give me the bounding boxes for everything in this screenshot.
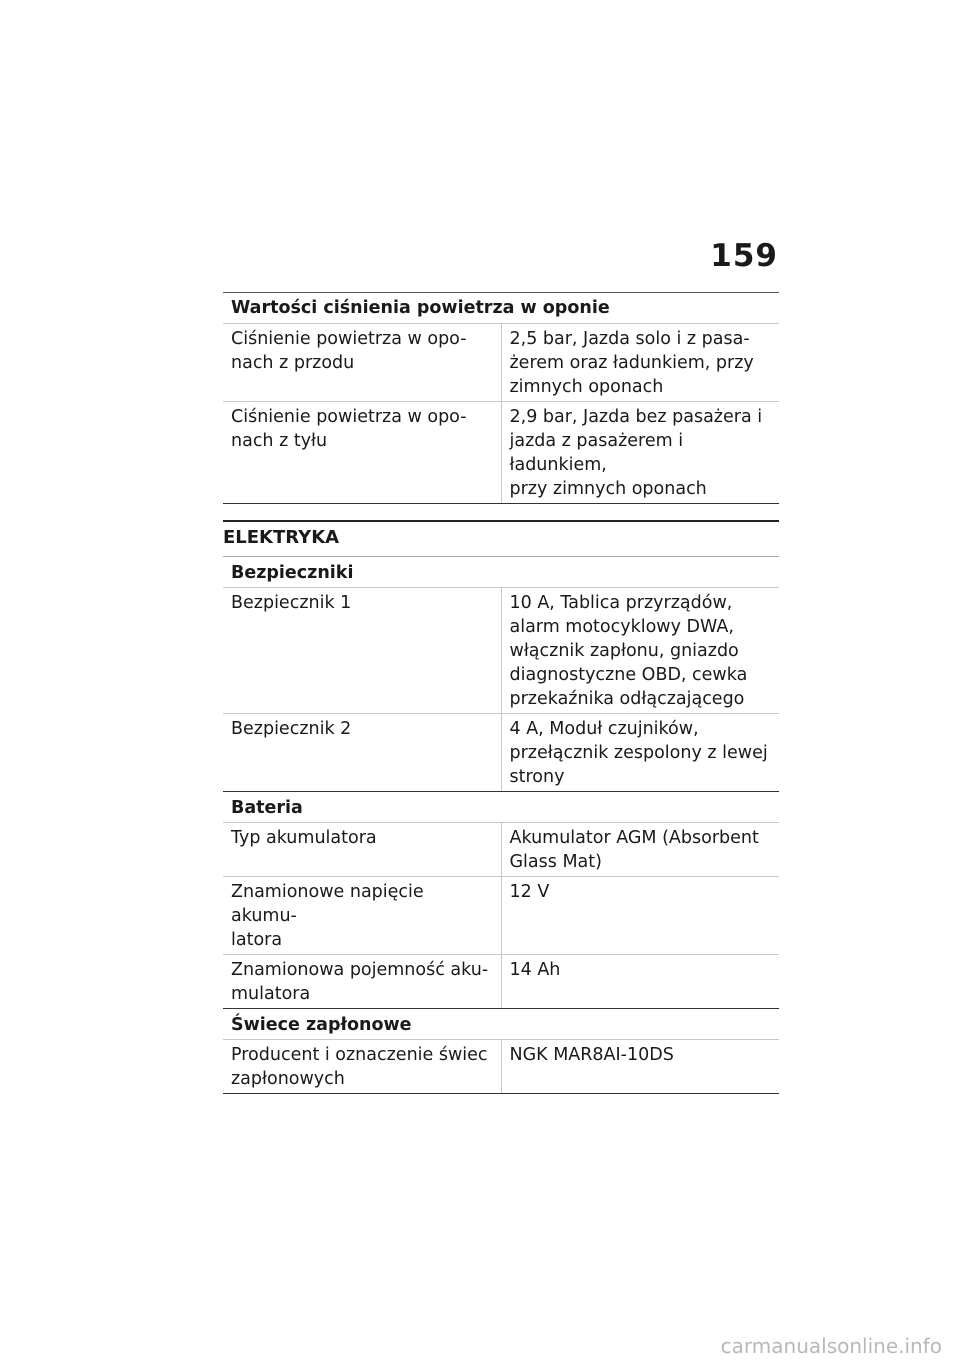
row-value: 10 A, Tablica przyrządów, alarm motocyklowy DWA, włącznik zapłonu, gniazdo diagnostyczne OBD, cewka przekaźnika odłączającego <box>501 588 779 714</box>
table-row <box>223 402 779 504</box>
row-value: NGK MAR8AI-10DS <box>501 1040 779 1094</box>
row-label: Ciśnienie powietrza w opo- nach z przodu <box>223 324 501 402</box>
row-value: 2,5 bar, Jazda solo i z pasa- żerem oraz ładunkiem, przy zimnych oponach <box>501 324 779 402</box>
row-value: 2,9 bar, Jazda bez pasażera i jazda z pasażerem i ładunkiem, przy zimnych oponach <box>501 402 779 504</box>
subsection-title-spark-plugs: Świece zapłonowe <box>223 1009 779 1040</box>
row-value: Akumulator AGM (Absorbent Glass Mat) <box>501 823 779 877</box>
spec-content <box>223 292 779 1094</box>
row-label: Producent i oznaczenie świec zapłonowych <box>223 1040 501 1094</box>
page-number: 159 <box>710 238 778 274</box>
row-label: Znamionowa pojemność aku- mulatora <box>223 955 501 1009</box>
table-row <box>223 823 779 877</box>
table-row <box>223 588 779 714</box>
table-row <box>223 714 779 792</box>
row-label: Bezpiecznik 2 <box>223 714 501 792</box>
row-value: 4 A, Moduł czujników, przełącznik zespolony z lewej strony <box>501 714 779 792</box>
tire-pressure-table <box>223 292 779 504</box>
tire-pressure-title: Wartości ciśnienia powietrza w oponie <box>223 293 779 324</box>
subsection-title-fuses: Bezpieczniki <box>223 557 779 588</box>
row-label: Ciśnienie powietrza w opo- nach z tyłu <box>223 402 501 504</box>
row-label: Bezpiecznik 1 <box>223 588 501 714</box>
table-row <box>223 1040 779 1094</box>
row-label: Znamionowe napięcie akumu- latora <box>223 877 501 955</box>
section-title-electrical: ELEKTRYKA <box>223 520 779 556</box>
electrical-table <box>223 556 779 1094</box>
watermark: carmanualsonline.info <box>720 1334 942 1358</box>
table-row <box>223 955 779 1009</box>
row-label: Typ akumulatora <box>223 823 501 877</box>
table-row <box>223 877 779 955</box>
row-value: 14 Ah <box>501 955 779 1009</box>
table-row <box>223 324 779 402</box>
row-value: 12 V <box>501 877 779 955</box>
subsection-title-battery: Bateria <box>223 792 779 823</box>
